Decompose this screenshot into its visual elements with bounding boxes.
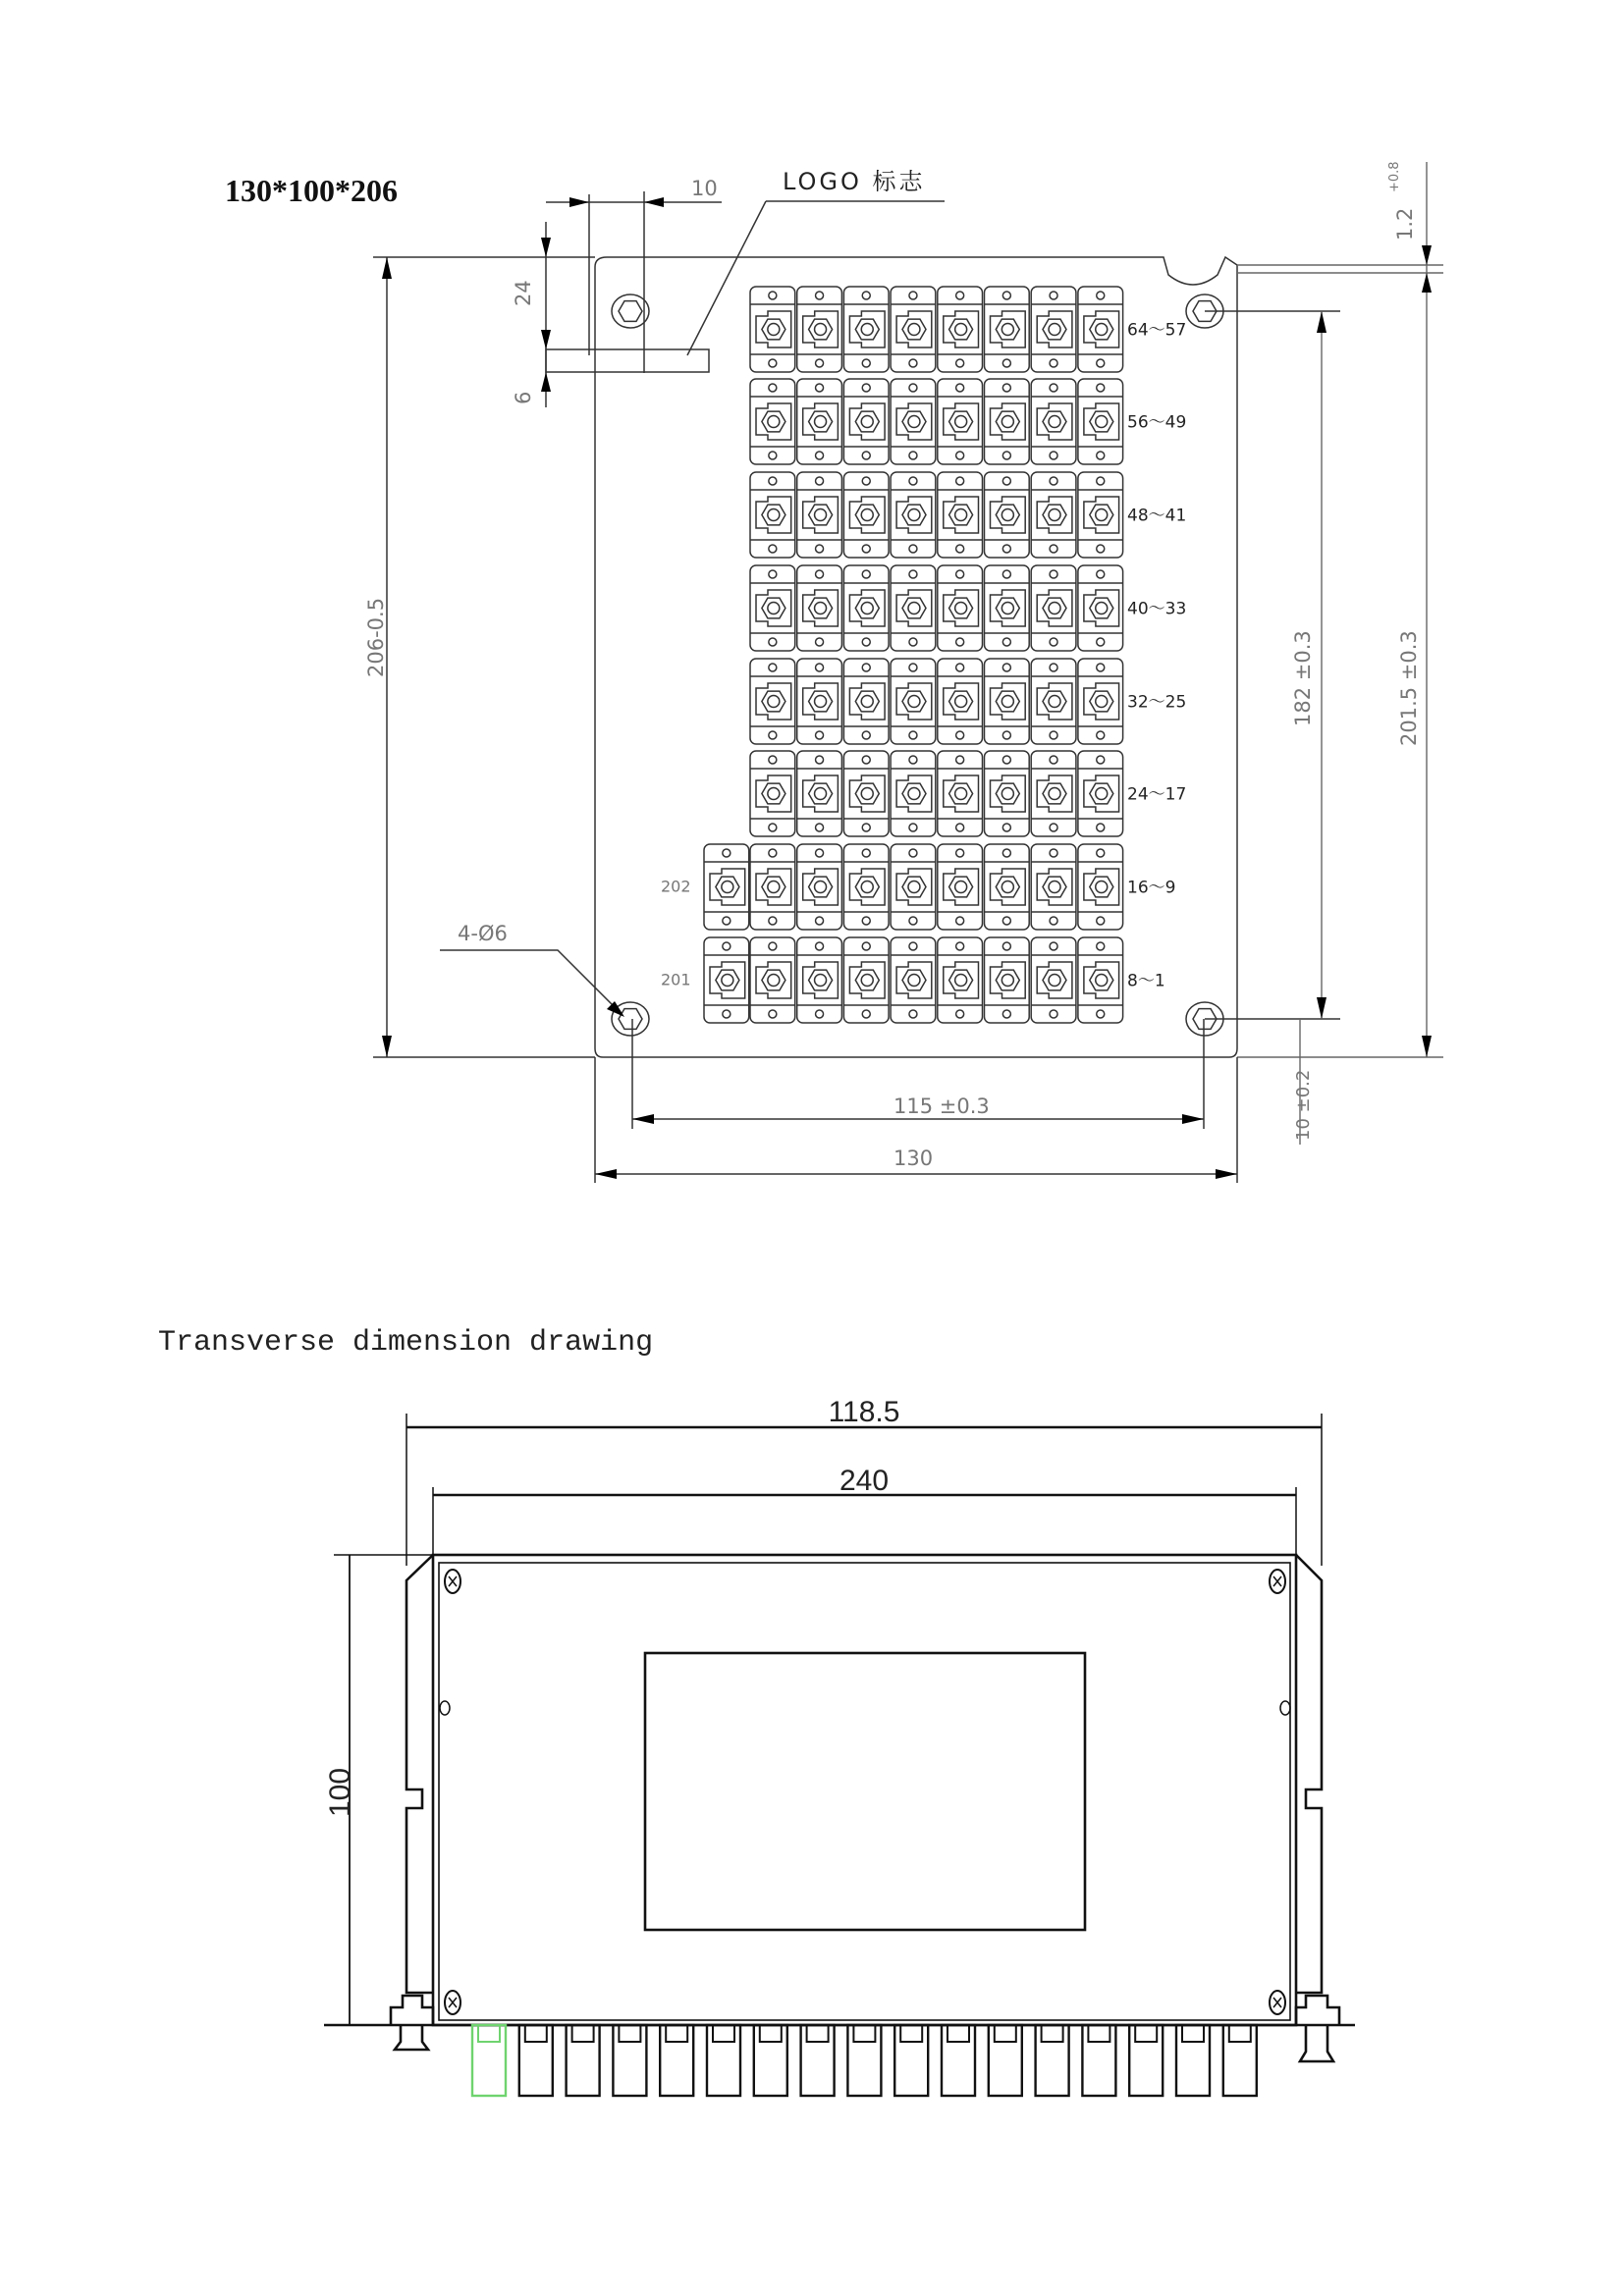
connector-port	[754, 2025, 787, 2096]
row-port-range-label: 56～49	[1127, 412, 1187, 433]
logo-area	[546, 349, 709, 372]
adapter-port	[843, 659, 889, 744]
connector-port	[1129, 2025, 1163, 2096]
dim-hole-pitch-vertical: 182 ±0.3	[1291, 630, 1315, 726]
dim-logo-height: 6	[512, 391, 535, 404]
side-panel	[433, 1555, 1296, 2025]
row-port-range-label: 48～41	[1127, 506, 1187, 526]
adapter-port	[985, 659, 1030, 744]
dim-height: 100	[324, 1767, 356, 1818]
dim-width-total: 130	[893, 1147, 934, 1170]
adapter-port	[843, 565, 889, 651]
logo-label: LOGO 标志	[783, 168, 926, 195]
connector-port	[894, 2025, 928, 2096]
dim-hole-pitch-horizontal: 115 ±0.3	[893, 1095, 990, 1118]
row-port-range-label: 32～25	[1127, 692, 1187, 713]
dim-inner-width: 240	[839, 1465, 890, 1497]
dim-logo-offset-x: 10	[691, 177, 718, 200]
adapter-port	[704, 844, 749, 930]
adapter-port	[891, 751, 936, 836]
adapter-port	[938, 659, 983, 744]
adapter-port	[797, 751, 842, 836]
row-port-range-label: 24～17	[1127, 784, 1187, 805]
adapter-port	[1078, 472, 1123, 558]
adapter-port	[750, 751, 795, 836]
adapter-port	[985, 844, 1030, 930]
dim-holes: 4-Ø6	[458, 922, 508, 945]
adapter-port	[750, 565, 795, 651]
adapter-port	[797, 287, 842, 372]
extra-port-label: 202	[661, 877, 691, 896]
connector-port	[707, 2025, 740, 2096]
row-port-range-label: 8～1	[1127, 971, 1165, 991]
adapter-port	[891, 379, 936, 464]
connector-port	[613, 2025, 646, 2096]
right-thumb-screw	[1296, 1996, 1339, 2061]
connector-port	[660, 2025, 693, 2096]
screw-icon	[1270, 1570, 1285, 1593]
adapter-port	[1078, 565, 1123, 651]
label-window	[645, 1653, 1085, 1930]
adapter-port	[1078, 751, 1123, 836]
adapter-port	[891, 659, 936, 744]
dim-top-tolerance: 1.2	[1393, 207, 1417, 240]
dim-height-total: 206-0.5	[364, 597, 388, 677]
right-rail	[1296, 1555, 1322, 1993]
adapter-port	[843, 379, 889, 464]
adapter-port	[985, 287, 1030, 372]
screw-icon	[1270, 1991, 1285, 2014]
row-port-range-label: 16～9	[1127, 878, 1176, 898]
adapter-port	[891, 287, 936, 372]
adapter-port	[938, 937, 983, 1023]
adapter-port	[1031, 751, 1076, 836]
adapter-port	[1031, 659, 1076, 744]
dim-outer-width: 118.5	[828, 1396, 900, 1428]
connector-port	[1082, 2025, 1115, 2096]
adapter-port	[891, 565, 936, 651]
logo-leader	[687, 201, 766, 355]
adapter-port	[891, 472, 936, 558]
adapter-port	[938, 379, 983, 464]
side-hole-icon	[440, 1701, 450, 1715]
product-size-title: 130*100*206	[225, 173, 398, 208]
connector-port	[519, 2025, 553, 2096]
adapter-port	[1031, 472, 1076, 558]
extra-port-label: 201	[661, 970, 691, 989]
adapter-port	[985, 472, 1030, 558]
adapter-port	[843, 287, 889, 372]
connector-port	[1223, 2025, 1257, 2096]
adapter-port	[985, 379, 1030, 464]
dim-inner-height: 201.5 ±0.3	[1397, 630, 1421, 746]
adapter-port	[1078, 287, 1123, 372]
connector-port	[942, 2025, 975, 2096]
row-port-range-label: 64～57	[1127, 320, 1187, 341]
adapter-port	[750, 659, 795, 744]
adapter-port	[797, 844, 842, 930]
adapter-port	[1078, 937, 1123, 1023]
adapter-port	[750, 472, 795, 558]
adapter-port	[797, 379, 842, 464]
side-hole-icon	[1280, 1701, 1290, 1715]
adapter-port	[797, 565, 842, 651]
connector-port	[472, 2025, 506, 2096]
adapter-port	[938, 844, 983, 930]
connector-port	[847, 2025, 881, 2096]
adapter-port	[1031, 565, 1076, 651]
adapter-port	[891, 937, 936, 1023]
adapter-port	[1078, 844, 1123, 930]
adapter-port	[938, 472, 983, 558]
connector-port	[1176, 2025, 1210, 2096]
connector-port	[1036, 2025, 1069, 2096]
adapter-port	[1031, 937, 1076, 1023]
adapter-port	[985, 751, 1030, 836]
adapter-port	[938, 287, 983, 372]
screw-icon	[445, 1991, 460, 2014]
adapter-port	[750, 844, 795, 930]
adapter-port	[843, 844, 889, 930]
adapter-port	[843, 751, 889, 836]
adapter-port	[985, 565, 1030, 651]
adapter-port	[750, 937, 795, 1023]
adapter-port	[1031, 379, 1076, 464]
row-port-range-label: 40～33	[1127, 599, 1187, 619]
side-view-caption: Transverse dimension drawing	[158, 1326, 654, 1360]
adapter-port	[797, 472, 842, 558]
connector-port	[989, 2025, 1022, 2096]
adapter-port	[1078, 379, 1123, 464]
dim-logo-offset-y: 24	[512, 280, 535, 306]
adapter-port	[843, 472, 889, 558]
adapter-port	[750, 379, 795, 464]
left-rail	[406, 1555, 433, 1993]
connector-port	[801, 2025, 835, 2096]
adapter-port	[938, 751, 983, 836]
dim-bottom-offset: 10 ±0.2	[1293, 1069, 1314, 1141]
adapter-port	[750, 287, 795, 372]
adapter-port	[985, 937, 1030, 1023]
adapter-port	[1031, 844, 1076, 930]
adapter-port	[797, 659, 842, 744]
adapter-port	[797, 937, 842, 1023]
dim-top-tolerance-sup: +0.8	[1387, 161, 1402, 192]
adapter-port	[843, 937, 889, 1023]
adapter-port	[938, 565, 983, 651]
adapter-port	[1031, 287, 1076, 372]
adapter-port	[1078, 659, 1123, 744]
screw-icon	[445, 1570, 460, 1593]
left-thumb-screw	[391, 1996, 433, 2050]
connector-port	[567, 2025, 600, 2096]
adapter-port	[704, 937, 749, 1023]
adapter-port	[891, 844, 936, 930]
